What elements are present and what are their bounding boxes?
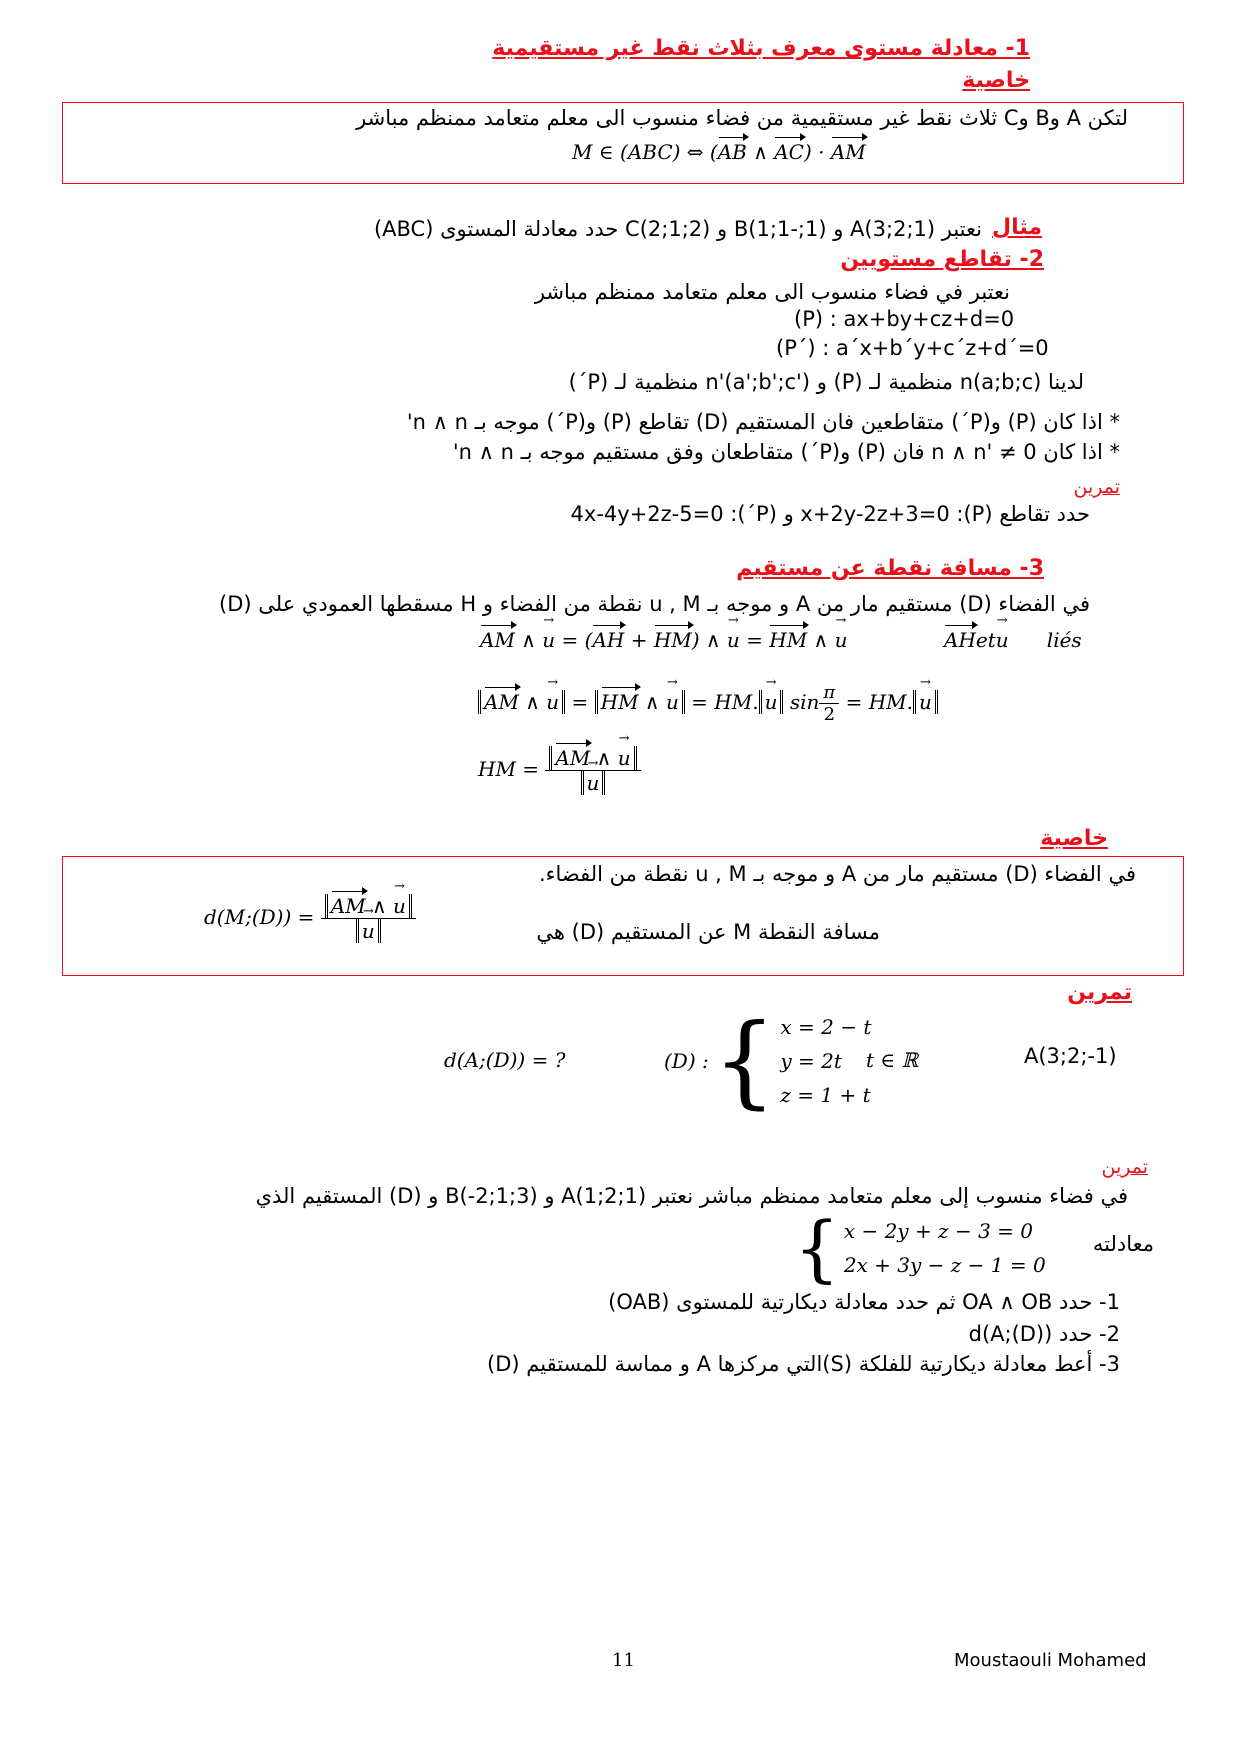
section3-property-label: خاصية xyxy=(1040,826,1108,851)
section3-exercise2-label: تمرين xyxy=(1101,1156,1148,1178)
exercise2-text: في فضاء منسوب إلى معلم متعامد ممنظم مباشر نعتبر A(1;2;1) و B(-2;1;3) و (D) المستقيم الذي xyxy=(255,1184,1128,1208)
plane-p2-equation: (P´) : a´x+b´y+c´z+d´=0 xyxy=(776,336,1049,360)
section2-title: 2- تقاطع مستويين xyxy=(840,247,1044,272)
derivation-line3: HM = $\frac{AM \wedge u \to}{u}$ → xyxy=(478,746,641,795)
plane-p-equation: (P) : ax+by+cz+d=0 xyxy=(794,307,1015,331)
system-eq-z: z = 1 + t xyxy=(780,1083,871,1107)
derivation-line1-right: AHetu → liés xyxy=(944,628,1082,652)
derivation-line1-left: AM ∧ u → = (AH + HM) ∧ u → = HM ∧ u → xyxy=(480,628,847,652)
system-eq-y: y = 2t xyxy=(780,1049,842,1073)
section2-exercise-text: حدد تقاطع (P): x+2y-2z+3=0 و (P´): 4x-4y+2z-5=0 xyxy=(570,502,1090,526)
system-eq-x: x = 2 − t xyxy=(780,1015,872,1039)
exercise1-system: (D) : { x = 2 − t y = 2t z = 1 + t xyxy=(664,1002,872,1119)
section1-property-text: لتكن A وB وC ثلاث نقط غير مستقيمية من فضاء منسوب الى معلم متعامد ممنظم مباشر xyxy=(356,106,1128,130)
normals-text: لدينا n(a;b;c) منظمية لـ (P) و n'(a';b';c') منظمية لـ (P´) xyxy=(568,370,1084,394)
section3-title: 3- مسافة نقطة عن مستقيم xyxy=(736,556,1044,581)
example-label: مثال xyxy=(992,215,1042,240)
distance-formula: d(M;(D)) = $\frac{AM \wedge u \to}{u}$ → xyxy=(204,894,416,943)
example-text: نعتبر (1;2;3)A و (1;-1;1)B و (2;1;2)C حدد معادلة المستوى (ABC) xyxy=(373,217,982,241)
section3-exercise1-label: تمرين xyxy=(1067,980,1132,1005)
exercise2-system: { x − 2y + z − 3 = 0 2x + 3y − z − 1 = 0 xyxy=(794,1206,1046,1290)
section1-title: 1- معادلة مستوى معرف بثلاث نقط غير مستقيمية xyxy=(492,36,1030,61)
section2-exercise-label: تمرين xyxy=(1073,476,1120,498)
section2-intro: نعتبر في فضاء منسوب الى معلم متعامد ممنظم مباشر xyxy=(534,280,1010,304)
case1-text: * اذا كان (P) و(P´) متقاطعين فان المستقيم (D) تقاطع (P) و(P´) موجه بـ n ∧ n' xyxy=(406,410,1120,434)
exercise2-eq-label: معادلته xyxy=(1092,1232,1154,1256)
exercise1-point: A(3;2;-1) xyxy=(1024,1044,1117,1068)
case2-text: * اذا كان n ∧ n' ≠ 0 فان (P) و(P´) متقاطعان وفق مستقيم موجه بـ n ∧ n' xyxy=(452,440,1120,464)
exercise2-eq1: x − 2y + z − 3 = 0 xyxy=(843,1219,1033,1243)
author-name: Moustaouli Mohamed xyxy=(954,1650,1147,1671)
section3-property-line2: مسافة النقطة M عن المستقيم (D) هي xyxy=(536,920,880,944)
section3-property-line1: في الفضاء (D) مستقيم مار من A و موجه بـ u , M نقطة من الفضاء. xyxy=(538,862,1136,886)
question-2: 2- حدد d(A;(D)) xyxy=(968,1322,1120,1346)
section3-intro: في الفضاء (D) مستقيم مار من A و موجه بـ u , M نقطة من الفضاء و H مسقطها العمودي على (D) xyxy=(219,592,1090,616)
exercise1-question: d(A;(D)) = ? xyxy=(444,1048,566,1072)
exercise2-eq2: 2x + 3y − z − 1 = 0 xyxy=(843,1253,1046,1277)
question-3: 3- أعط معادلة ديكارتية للفلكة (S)التي مركزها A و مماسة للمستقيم (D) xyxy=(487,1352,1120,1376)
section1-property-formula: M ∈ (ABC) ⇔ (AB ∧ AC) · AM xyxy=(572,140,866,164)
derivation-line2: AM ∧ u → = HM ∧ u → = HM. u → sin $\frac{\pi}{2}$ = HM. u → xyxy=(478,682,938,725)
question-1: 1- حدد OA ∧ OB ثم حدد معادلة ديكارتية للمستوى (OAB) xyxy=(608,1290,1120,1314)
section1-property-label: خاصية xyxy=(962,68,1030,93)
exercise1-param: t ∈ ℝ xyxy=(866,1048,919,1072)
page-number: 11 xyxy=(612,1650,635,1671)
